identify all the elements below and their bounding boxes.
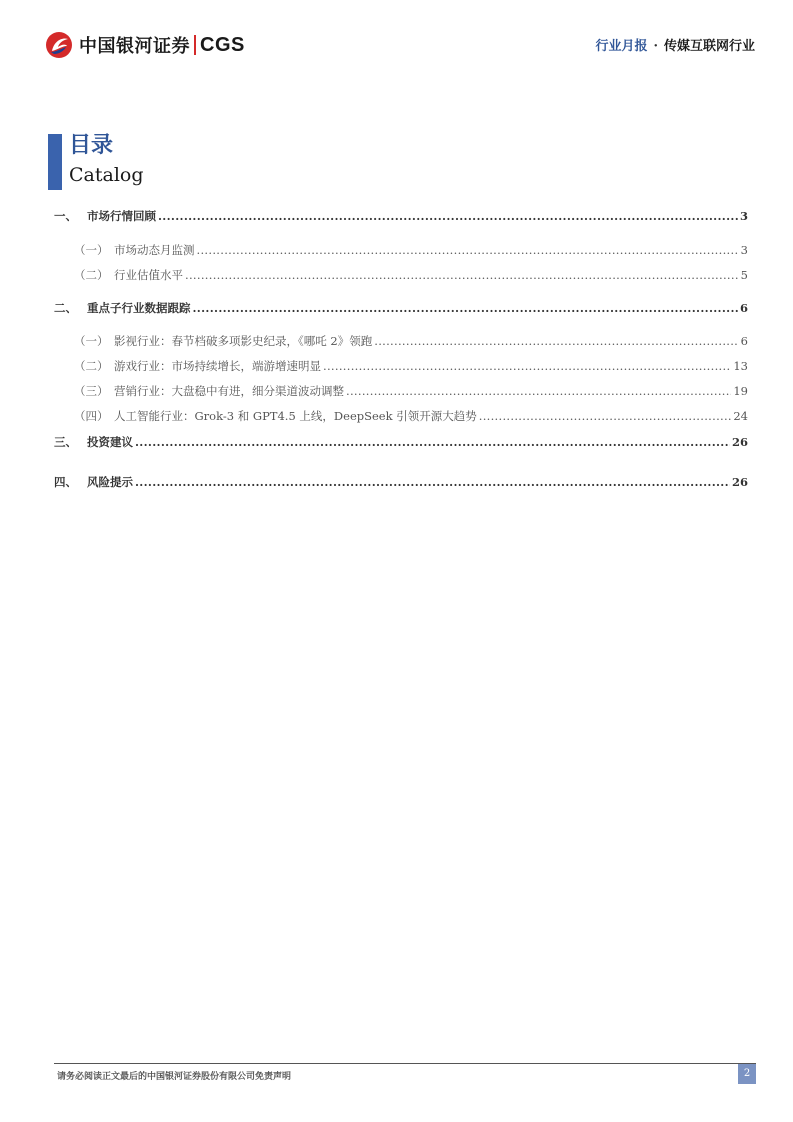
toc-entry-title: 市场动态月监测 [114, 243, 195, 257]
toc-entry-title: 行业估值水平 [114, 268, 183, 282]
toc-section-entry[interactable] [54, 474, 748, 490]
toc-subsection-entry[interactable] [54, 383, 748, 399]
logo-chinese-name: 中国银河证券 [79, 36, 190, 57]
cgs-logo [45, 31, 245, 59]
toc-dot-leader [135, 475, 730, 489]
catalog-accent-bar [48, 134, 62, 190]
cgs-logo-icon [45, 31, 73, 59]
toc-entry-page: 26 [731, 435, 748, 449]
toc-dot-leader [158, 209, 738, 223]
toc-subsection-entry[interactable] [54, 358, 748, 374]
toc-entry-number: 一、 [54, 209, 77, 223]
toc-entry-page: 6 [739, 301, 748, 315]
toc-entry-page: 3 [740, 243, 748, 257]
toc-dot-leader [135, 435, 730, 449]
header-separator: · [653, 39, 658, 54]
toc-entry-number: 二、 [54, 301, 77, 315]
toc-subsection-entry[interactable] [54, 408, 748, 424]
toc-subsection-entry[interactable] [54, 267, 748, 283]
toc-entry-number: （三） [74, 384, 109, 398]
report-category [595, 35, 755, 54]
toc-entry-page: 24 [733, 409, 748, 423]
catalog-title-en: Catalog [69, 164, 144, 186]
toc-subsection-entry[interactable] [54, 333, 748, 349]
toc-entry-number: （四） [74, 409, 109, 423]
toc-dot-leader [479, 409, 732, 423]
toc-entry-page: 5 [740, 268, 748, 282]
toc-entry-number: 四、 [54, 475, 77, 489]
toc-entry-number: （二） [74, 359, 109, 373]
toc-entry-page: 26 [731, 475, 748, 489]
toc-section-entry[interactable] [54, 434, 748, 450]
toc-entry-number: 三、 [54, 435, 77, 449]
toc-entry-title: 人工智能行业：Grok-3 和 GPT4.5 上线，DeepSeek 引领开源大趋势 [114, 409, 477, 423]
toc-entry-page: 19 [733, 384, 748, 398]
toc-entry-number: （二） [74, 268, 109, 282]
toc-dot-leader [374, 334, 738, 348]
toc-entry-title: 投资建议 [87, 435, 133, 449]
toc-entry-title: 重点子行业数据跟踪 [87, 301, 191, 315]
toc-entry-title: 游戏行业：市场持续增长，端游增速明显 [114, 359, 321, 373]
logo-english-name: CGS [200, 33, 245, 56]
toc-section-entry[interactable] [54, 208, 748, 224]
toc-entry-title: 影视行业：春节档破多项影史纪录，《哪吒 2》领跑 [114, 334, 373, 348]
catalog-title-cn: 目录 [69, 132, 114, 158]
toc-subsection-entry[interactable] [54, 242, 748, 258]
toc-entry-number: （一） [74, 334, 109, 348]
industry-name: 传媒互联网行业 [663, 39, 755, 54]
toc-dot-leader [197, 243, 739, 257]
toc-entry-page: 3 [739, 209, 748, 223]
footer-divider [54, 1063, 756, 1064]
page-header [0, 0, 793, 90]
toc-entry-title: 风险提示 [87, 475, 133, 489]
toc-entry-title: 市场行情回顾 [87, 209, 156, 223]
toc-dot-leader [185, 268, 739, 282]
toc-entry-number: （一） [74, 243, 109, 257]
toc-entry-title: 营销行业：大盘稳中有进，细分渠道波动调整 [114, 384, 344, 398]
report-type: 行业月报 [595, 39, 648, 54]
toc-section-entry[interactable] [54, 300, 748, 316]
toc-dot-leader [193, 301, 738, 315]
logo-divider [194, 35, 196, 55]
toc-entry-page: 13 [733, 359, 748, 373]
page-number-badge: 2 [738, 1064, 756, 1084]
toc-dot-leader [323, 359, 731, 373]
footer-disclaimer: 请务必阅读正文最后的中国银河证券股份有限公司免责声明 [57, 1072, 292, 1082]
toc-entry-page: 6 [740, 334, 748, 348]
toc-dot-leader [346, 384, 731, 398]
